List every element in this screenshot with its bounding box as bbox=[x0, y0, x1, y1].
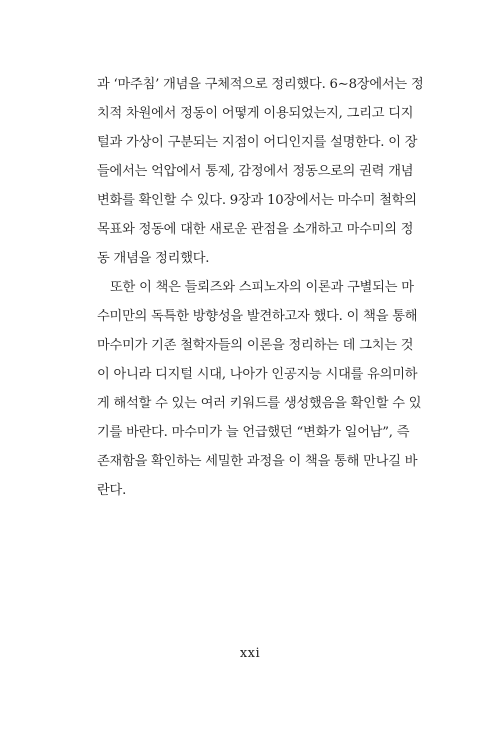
paragraph-first-line: 또한 이 책은 들뢰즈와 스피노자의 이론과 구별되는 마 bbox=[110, 280, 414, 295]
text-line: 게 해석할 수 있는 여러 키워드를 생성했음을 확인할 수 있 bbox=[97, 396, 422, 411]
text-line: 존재함을 확인하는 세밀한 과정을 이 책을 통해 만나길 바 bbox=[97, 454, 418, 469]
text-line: 치적 차원에서 정동이 어떻게 이용되었는지, 그리고 디지 bbox=[97, 106, 414, 121]
text-line: 수미만의 독특한 방향성을 발견하고자 했다. 이 책을 통해 bbox=[97, 309, 418, 324]
text-line: 이 아니라 디지털 시대, 나아가 인공지능 시대를 유의미하 bbox=[97, 367, 418, 382]
text-line: 들에서는 억압에서 통제, 감정에서 정동으로의 권력 개념 bbox=[97, 164, 414, 179]
text-line: 과 ‘마주침’ 개념을 구체적으로 정리했다. 6∼8장에서는 정 bbox=[97, 77, 424, 92]
text-line: 목표와 정동에 대한 새로운 관점을 소개하고 마수미의 정 bbox=[97, 222, 414, 237]
text-line: 동 개념을 정리했다. bbox=[97, 251, 210, 266]
body-text bbox=[97, 70, 424, 505]
text-line: 란다. bbox=[97, 483, 127, 498]
text-line: 털과 가상이 구분되는 지점이 어디인지를 설명한다. 이 장 bbox=[97, 135, 418, 150]
text-line: 기를 바란다. 마수미가 늘 언급했던 “변화가 일어남”, 즉 bbox=[97, 425, 410, 440]
page-number: xxi bbox=[239, 646, 261, 661]
text-line: 변화를 확인할 수 있다. 9장과 10장에서는 마수미 철학의 bbox=[97, 193, 417, 208]
text-line: 마수미가 기존 철학자들의 이론을 정리하는 데 그치는 것 bbox=[97, 338, 414, 353]
